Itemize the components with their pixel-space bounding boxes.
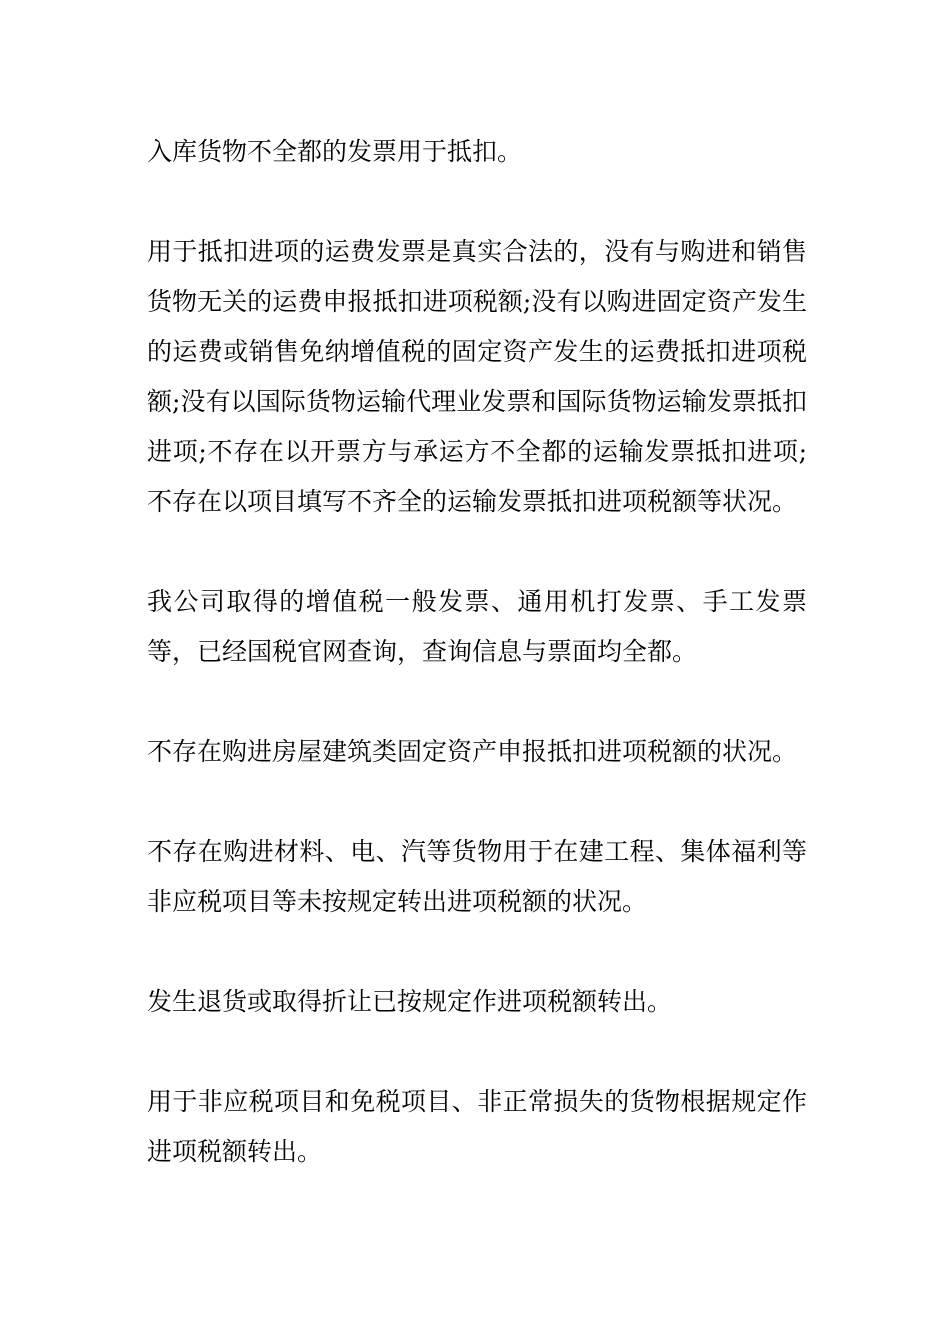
paragraph-2: 用于抵扣进项的运费发票是真实合法的，没有与购进和销售货物无关的运费申报抵扣进项税额;没有以购进固定资产发生的运费或销售免纳增值税的固定资产发生的运费抵扣进项税额;没有以国际货物运输代理业发票和国际货物运输发票抵扣进项;不存在以开票方与承运方不全都的运输发票抵扣进项;不存在以项目填写不齐全的运输发票抵扣进项税额等状况。 xyxy=(147,237,807,516)
paragraph-1: 入库货物不全都的发票用于抵扣。 xyxy=(147,137,523,166)
paragraph-7: 用于非应税项目和免税项目、非正常损失的货物根据规定作进项税额转出。 xyxy=(147,1087,807,1166)
paragraph-5: 不存在购进材料、电、汽等货物用于在建工程、集体福利等非应税项目等未按规定转出进项税额的状况。 xyxy=(147,837,807,916)
document-body xyxy=(147,127,807,1227)
paragraph-3: 我公司取得的增值税一般发票、通用机打发票、手工发票等，已经国税官网查询，查询信息与票面均全都。 xyxy=(147,587,807,666)
paragraph-4: 不存在购进房屋建筑类固定资产申报抵扣进项税额的状况。 xyxy=(147,737,798,766)
paragraph-6: 发生退货或取得折让已按规定作进项税额转出。 xyxy=(147,987,673,1016)
